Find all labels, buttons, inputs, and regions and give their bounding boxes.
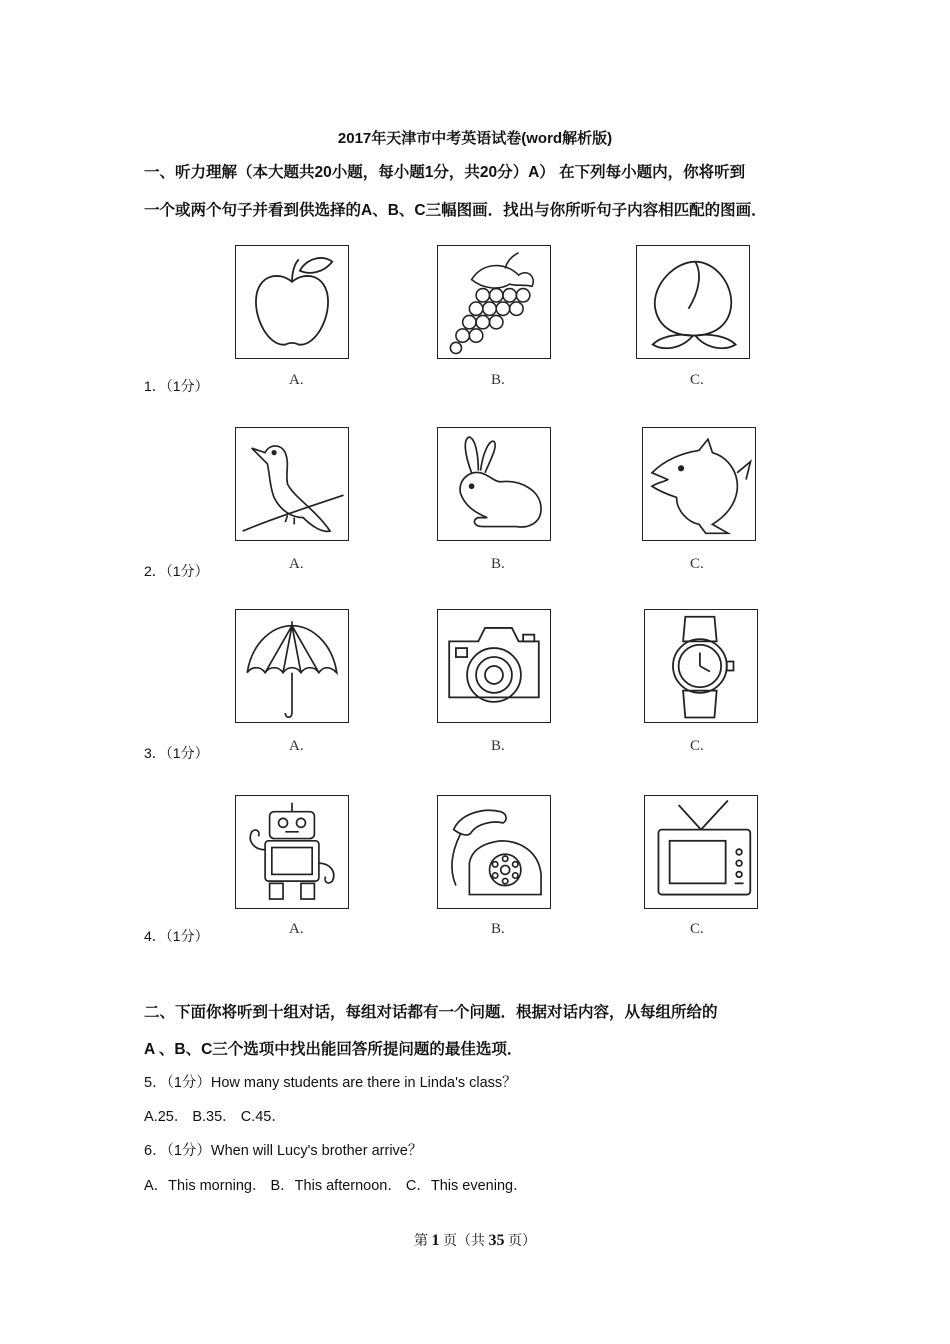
page-footer [0,1230,950,1250]
question-6-text: 6．（1分）When will Lucy's brother arrive？ [144,1143,423,1159]
option-letter-a: A. [289,556,304,572]
apple-icon[interactable] [235,245,349,359]
option-letter-b: B. [491,372,505,388]
option-letter-a: A. [289,738,304,754]
camera-icon[interactable] [437,609,551,723]
rabbit-icon[interactable] [437,427,551,541]
option-letter-c: C. [690,921,704,937]
option-letter-c: C. [690,738,704,754]
question-6-options: A．This morning． B．This afternoon． C．This evening． [144,1178,528,1194]
question-4-label: 4．（1分） [144,928,209,944]
question-1-label: 1．（1分） [144,378,209,394]
option-letter-b: B. [491,556,505,572]
option-letter-a: A. [289,372,304,388]
footer-prefix: 第 [414,1234,428,1249]
option-letter-b: B. [491,738,505,754]
section2-instruction-line1: 二、下面你将听到十组对话，每组对话都有一个问题．根据对话内容，从每组所给的 [144,1004,718,1021]
question-5-text: 5．（1分）How many students are there in Linda's class？ [144,1075,517,1091]
grapes-icon[interactable] [437,245,551,359]
peach-icon[interactable] [636,245,750,359]
total-pages: 35 [488,1232,505,1249]
section1-instruction-line1: 一、听力理解（本大题共20小题，每小题1分，共20分）A） 在下列每小题内，你将听到 [144,164,746,181]
telephone-icon[interactable] [437,795,551,909]
option-letter-b: B. [491,921,505,937]
tv-icon[interactable] [644,795,758,909]
page-number: 1 [431,1232,440,1249]
watch-icon[interactable] [644,609,758,723]
option-letter-c: C. [690,372,704,388]
option-letter-a: A. [289,921,304,937]
question-3-label: 3．（1分） [144,745,209,761]
question-5-options: A.25． B.35． C.45． [144,1109,286,1125]
section1-instruction-line2: 一个或两个句子并看到供选择的A、B、C三幅图画．找出与你所听句子内容相匹配的图画． [144,202,767,219]
question-2-label: 2．（1分） [144,563,209,579]
umbrella-icon[interactable] [235,609,349,723]
dolphin-icon[interactable] [642,427,756,541]
footer-suffix: 页） [508,1234,536,1249]
section2-instruction-line2: A 、B、C三个选项中找出能回答所提问题的最佳选项． [144,1041,523,1058]
bird-icon[interactable] [235,427,349,541]
robot-icon[interactable] [235,795,349,909]
footer-middle: 页（共 [443,1234,485,1249]
option-letter-c: C. [690,556,704,572]
page-title: 2017年天津市中考英语试卷(word解析版) [337,130,613,147]
